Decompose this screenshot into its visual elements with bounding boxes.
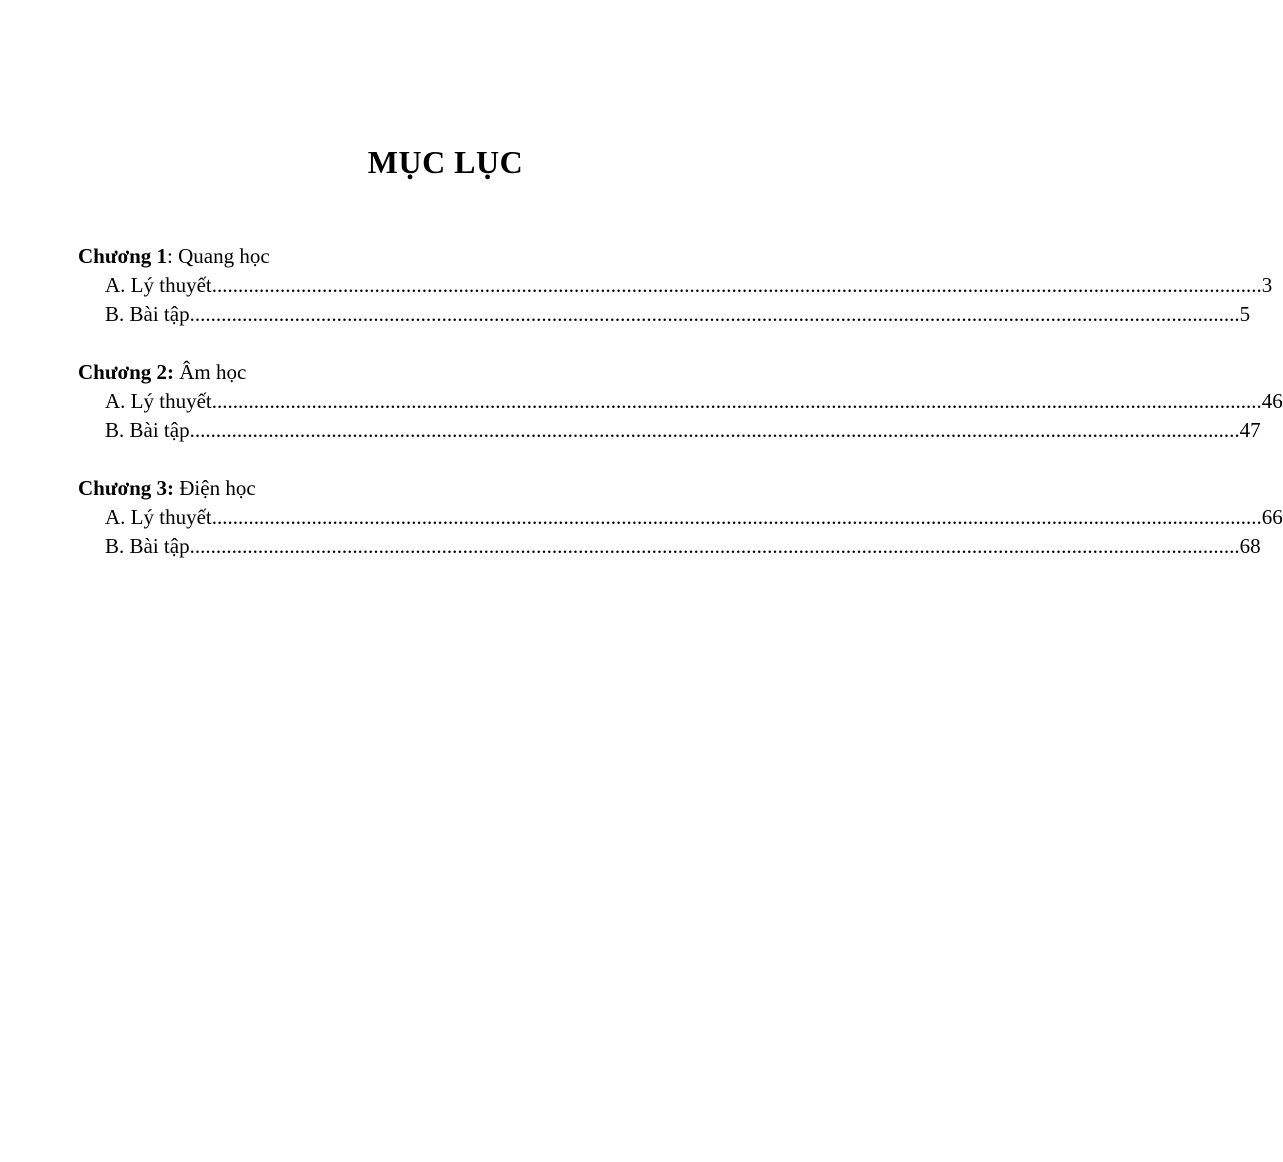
toc-entry[interactable] <box>105 532 1261 561</box>
toc-entry-label: B. Bài tập <box>105 418 190 442</box>
chapter-number: Chương 1 <box>78 244 168 268</box>
toc-entry[interactable] <box>105 387 1283 416</box>
chapter-section <box>78 474 1283 561</box>
chapter-section <box>78 358 1283 445</box>
dot-leader: ........................................................................................................................................................................................................ <box>189 302 1240 326</box>
chapter-number: Chương 3: <box>78 476 174 500</box>
toc-entry[interactable] <box>105 503 1283 532</box>
chapter-title: Âm học <box>174 360 247 384</box>
toc-entry-page: 46 <box>1261 389 1283 413</box>
dot-leader: ........................................................................................................................................................................................................ <box>211 273 1262 297</box>
dot-leader: ........................................................................................................................................................................................................ <box>211 505 1262 529</box>
toc-entry-label: B. Bài tập <box>105 534 190 558</box>
dot-leader: ........................................................................................................................................................................................................ <box>189 534 1240 558</box>
toc-entry-label: A. Lý thuyết <box>105 389 212 413</box>
toc-entry-page: 3 <box>1261 273 1273 297</box>
toc-entry[interactable] <box>105 271 1273 300</box>
chapter-section <box>78 242 1273 329</box>
dot-leader: ........................................................................................................................................................................................................ <box>211 389 1262 413</box>
toc-entry-page: 66 <box>1261 505 1283 529</box>
page-title: MỤC LỤC <box>367 144 524 180</box>
chapter-title: Điện học <box>174 476 256 500</box>
toc-entry-label: A. Lý thuyết <box>105 273 212 297</box>
chapter-heading <box>78 358 818 387</box>
chapter-heading <box>78 242 818 271</box>
chapter-heading <box>78 474 818 503</box>
dot-leader: ........................................................................................................................................................................................................ <box>189 418 1240 442</box>
toc-entry-label: B. Bài tập <box>105 302 190 326</box>
toc-entry-page: 68 <box>1239 534 1261 558</box>
toc-entry[interactable] <box>105 300 1251 329</box>
toc-entry[interactable] <box>105 416 1261 445</box>
toc-entry-page: 5 <box>1239 302 1251 326</box>
toc-entry-page: 47 <box>1239 418 1261 442</box>
toc-entry-label: A. Lý thuyết <box>105 505 212 529</box>
chapter-number: Chương 2: <box>78 360 174 384</box>
chapter-title: : Quang học <box>167 244 270 268</box>
